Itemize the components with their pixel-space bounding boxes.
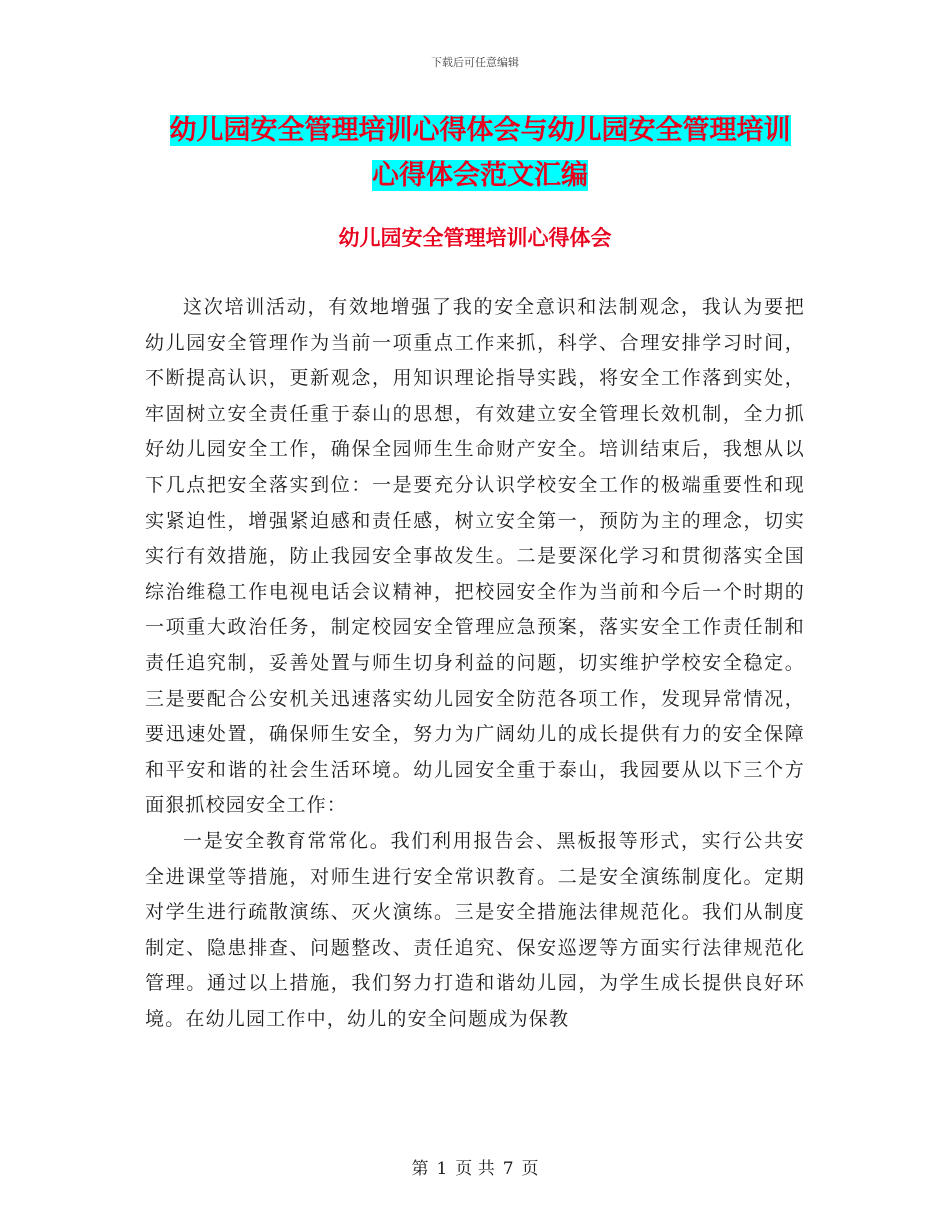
paragraph-2: 一是安全教育常常化。我们利用报告会、黑板报等形式，实行公共安全进课堂等措施，对师生进行安全常识教育。二是安全演练制度化。定期对学生进行疏散演练、灭火演练。三是安全措施法律规范化。我们从制度制定、隐患排查、问题整改、责任追究、保安巡逻等方面实行法律规范化管理。通过以上措施，我们努力打造和谐幼儿园，为学生成长提供良好环境。在幼儿园工作中，幼儿的安全问题成为保教 <box>145 829 805 1030</box>
document-title <box>140 108 820 198</box>
document-title-line-2: 心得体会范文汇编 <box>372 160 588 191</box>
page-prefix: 第 <box>411 1159 429 1179</box>
paragraph-1: 这次培训活动，有效地增强了我的安全意识和法制观念，我认为要把幼儿园安全管理作为当前一项重点工作来抓，科学、合理安排学习时间，不断提高认识，更新观念，用知识理论指导实践，将安全工作落到实处，牢固树立安全责任重于泰山的思想，有效建立安全管理长效机制，全力抓好幼儿园安全工作，确保全园师生生命财产安全。培训结束后，我想从以下几点把安全落实到位：一是要充分认识学校安全工作的极端重要性和现实紧迫性，增强紧迫感和责任感，树立安全第一，预防为主的理念，切实实行有效措施，防止我园安全事故发生。二是要深化学习和贯彻落实全国综治维稳工作电视电话会议精神，把校园安全作为当前和今后一个时期的一项重大政治任务，制定校园安全管理应急预案，落实安全工作责任制和责任追究制，妥善处置与师生切身利益的问题，切实维护学校安全稳定。三是要配合公安机关迅速落实幼儿园安全防范各项工作，发现异常情况，要迅速处置，确保师生安全，努力为广阔幼儿的成长提供有力的安全保障和平安和谐的社会生活环境。幼儿园安全重于泰山，我园要从以下三个方面狠抓校园安全工作： <box>145 296 805 817</box>
section-title: 幼儿园安全管理培训心得体会 <box>338 226 612 250</box>
header-note: 下载后可任意编辑 <box>431 56 519 69</box>
page-middle: 页 共 <box>455 1159 495 1179</box>
page-suffix: 页 <box>521 1159 539 1179</box>
document-body <box>145 290 805 1037</box>
document-title-line-1: 幼儿园安全管理培训心得体会与幼儿园安全管理培训 <box>169 115 791 146</box>
page-total-number: 7 <box>502 1159 514 1179</box>
page-current-number: 1 <box>436 1159 448 1179</box>
page-footer <box>0 1154 950 1179</box>
